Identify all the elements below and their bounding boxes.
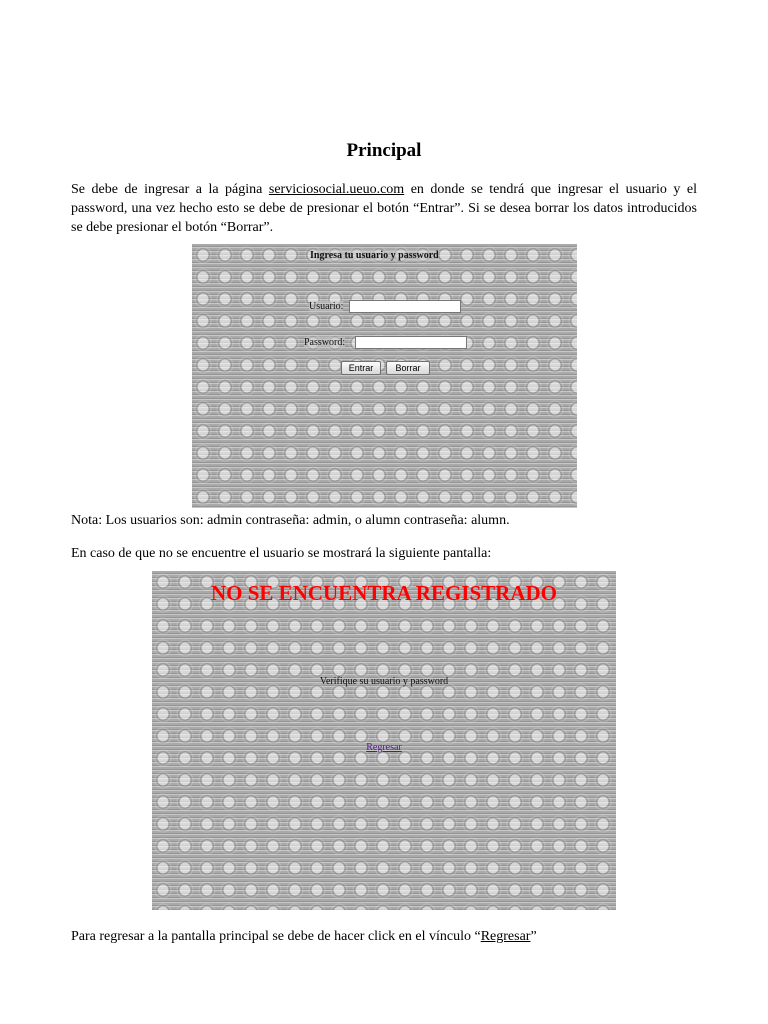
error-title: NO SE ENCUENTRA REGISTRADO: [211, 581, 557, 605]
error-message: Verifique su usuario y password: [319, 676, 449, 687]
intro-text-before: Se debe de ingresar a la página: [71, 182, 269, 197]
password-label: Password:: [304, 337, 346, 348]
page-title: Principal: [346, 140, 422, 161]
error-intro-text: En caso de que no se encuentre el usuario se mostrará la siguiente pantalla:: [71, 546, 492, 561]
user-label: Usuario:: [309, 301, 344, 312]
back-link[interactable]: Regresar: [366, 742, 402, 753]
site-link[interactable]: serviciosocial.ueuo.com: [268, 182, 405, 197]
intro-text-after: en donde se tendrá que ingresar el usuario y el password, una vez hecho esto se debe de presionar el botón “Entrar”. Si se desea borrar los datos introducidos se debe presionar el botón “Borrar”.: [71, 182, 697, 235]
outro-link: Regresar: [480, 929, 531, 944]
outro-paragraph: [71, 927, 697, 946]
user-input[interactable]: [349, 300, 461, 313]
error-screenshot: [152, 571, 616, 910]
clear-button[interactable]: Borrar: [386, 361, 430, 375]
outro-text-after: ”: [530, 929, 537, 944]
note-text: Nota: Los usuarios son: admin contraseña: admin, o alumn contraseña: alumn.: [71, 513, 510, 528]
outro-text-before: Para regresar a la pantalla principal se debe de hacer click en el vínculo “: [71, 929, 481, 944]
intro-paragraph: [71, 180, 697, 237]
password-input[interactable]: [355, 336, 467, 349]
login-heading: Ingresa tu usuario y password: [310, 250, 439, 261]
login-screenshot: [192, 244, 577, 508]
enter-button[interactable]: Entrar: [341, 361, 381, 375]
